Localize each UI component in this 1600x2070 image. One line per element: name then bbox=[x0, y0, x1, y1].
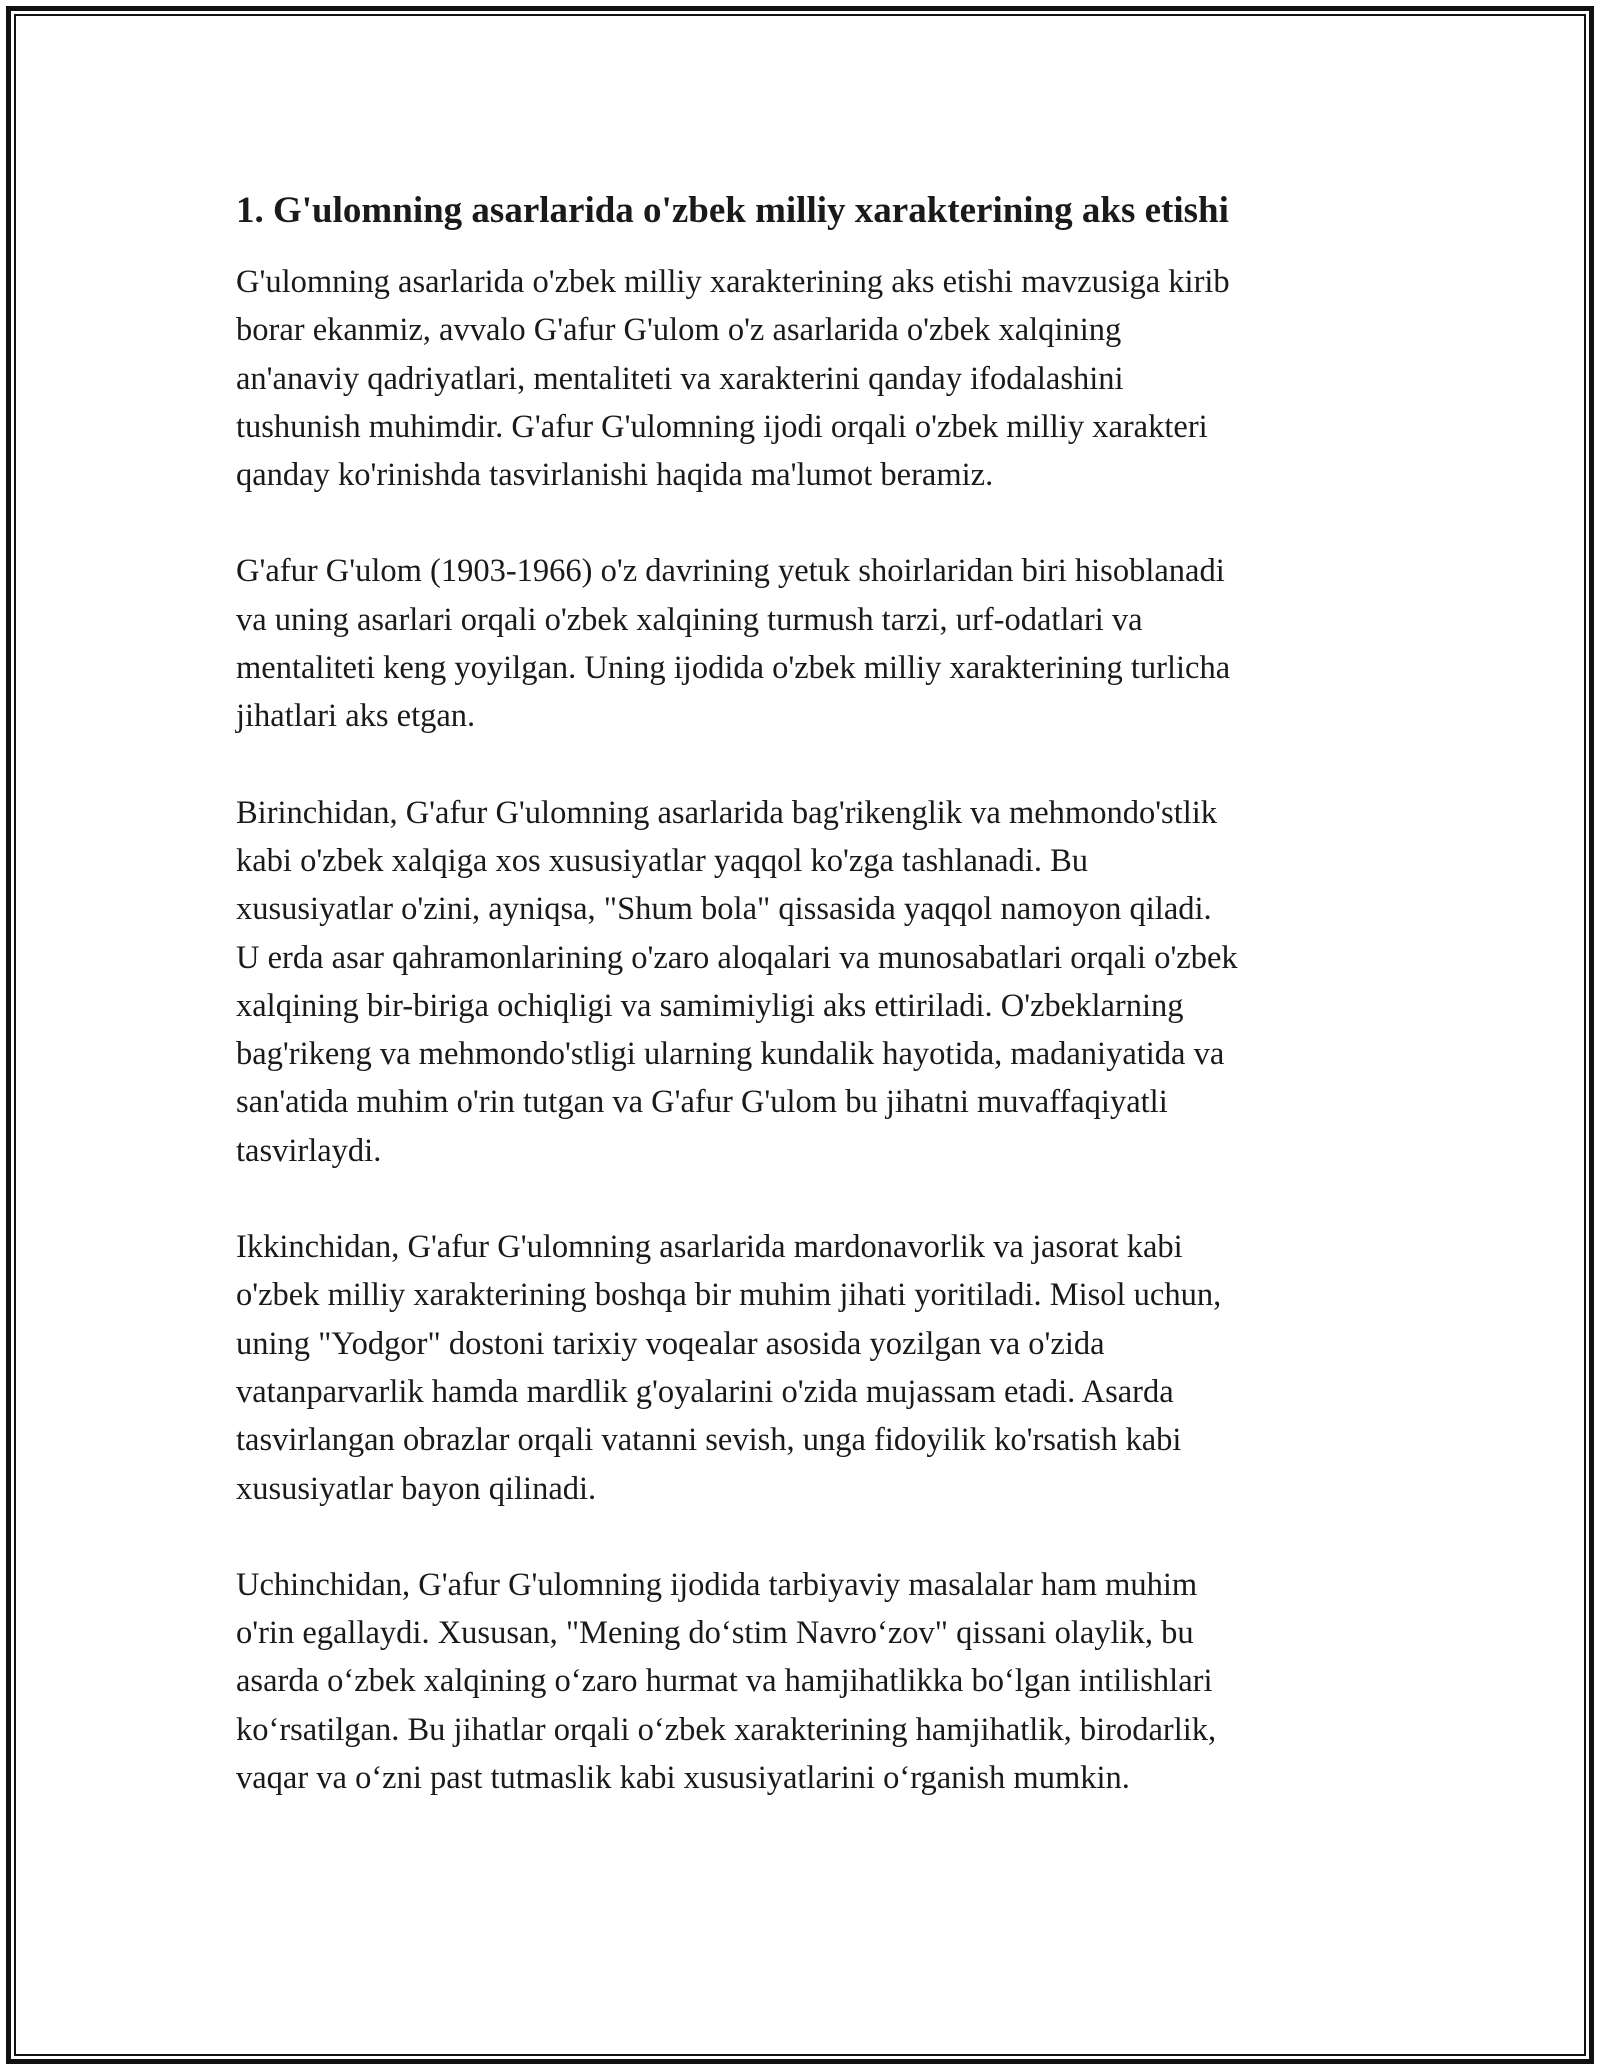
text-line: xalqining bir-biriga ochiqligi va samimiyligi aks ettiriladi. O'zbeklarning bbox=[236, 987, 1184, 1024]
text-line: xususiyatlar o'zini, ayniqsa, "Shum bola" qissasida yaqqol namoyon qiladi. bbox=[236, 891, 1212, 928]
text-line: U erda asar qahramonlarining o'zaro aloqalari va munosabatlari orqali o'zbek bbox=[236, 939, 1238, 976]
section-title: 1. G'ulomning asarlarida o'zbek milliy xarakterining aks etishi bbox=[236, 190, 1229, 231]
text-line: an'anaviy qadriyatlari, mentaliteti va xarakterini qanday ifodalashini bbox=[236, 360, 1124, 397]
text-line: Birinchidan, G'afur G'ulomning asarlarida bag'rikenglik va mehmondo'stlik bbox=[236, 794, 1218, 831]
text-line: o'zbek milliy xarakterining boshqa bir muhim jihati yoritiladi. Misol uchun, bbox=[236, 1277, 1222, 1314]
text-line: ko‘rsatilgan. Bu jihatlar orqali o‘zbek xarakterining hamjihatlik, birodarlik, bbox=[236, 1711, 1217, 1748]
text-line: Ikkinchidan, G'afur G'ulomning asarlarida mardonavorlik va jasorat kabi bbox=[236, 1229, 1183, 1266]
text-line: san'atida muhim o'rin tutgan va G'afur G'ulom bu jihatni muvaffaqiyatli bbox=[236, 1084, 1168, 1121]
text-line: uning "Yodgor" dostoni tarixiy voqealar asosida yozilgan va o'zida bbox=[236, 1325, 1105, 1362]
text-line: borar ekanmiz, avvalo G'afur G'ulom o'z asarlarida o'zbek xalqining bbox=[236, 312, 1122, 349]
text-line: o'rin egallaydi. Xususan, "Mening do‘stim Navro‘zov" qissani olaylik, bu bbox=[236, 1615, 1194, 1652]
paragraph-intro bbox=[236, 258, 1386, 499]
paragraph-second-point bbox=[236, 1223, 1386, 1513]
text-line: bag'rikeng va mehmondo'stligi ularning kundalik hayotida, madaniyatida va bbox=[236, 1036, 1225, 1073]
paragraph-first-point bbox=[236, 789, 1386, 1175]
text-line: qanday ko'rinishda tasvirlanishi haqida ma'lumot beramiz. bbox=[236, 457, 994, 494]
text-line: kabi o'zbek xalqiga xos xususiyatlar yaqqol ko'zga tashlanadi. Bu bbox=[236, 842, 1088, 879]
text-line: G'ulomning asarlarida o'zbek milliy xarakterining aks etishi mavzusiga kirib bbox=[236, 264, 1230, 300]
text-line: vaqar va o‘zni past tutmaslik kabi xususiyatlarini o‘rganish mumkin. bbox=[236, 1760, 1130, 1797]
text-line: mentaliteti keng yoyilgan. Uning ijodida o'zbek milliy xarakterining turlicha bbox=[236, 650, 1231, 687]
text-line: xususiyatlar bayon qilinadi. bbox=[236, 1470, 597, 1507]
text-line: jihatlari aks etgan. bbox=[236, 698, 476, 735]
text-line: vatanparvarlik hamda mardlik g'oyalarini o'zida mujassam etadi. Asarda bbox=[236, 1373, 1174, 1410]
document-body bbox=[236, 186, 1386, 1802]
text-line: tushunish muhimdir. G'afur G'ulomning ijodi orqali o'zbek milliy xarakteri bbox=[236, 408, 1208, 445]
text-line: tasvirlaydi. bbox=[236, 1132, 382, 1169]
paragraph-biography bbox=[236, 547, 1386, 740]
text-line: Uchinchidan, G'afur G'ulomning ijodida tarbiyaviy masalalar ham muhim bbox=[236, 1566, 1198, 1603]
text-line: asarda o‘zbek xalqining o‘zaro hurmat va hamjihatlikka bo‘lgan intilishlari bbox=[236, 1663, 1213, 1700]
text-line: G'afur G'ulom (1903-1966) o'z davrining yetuk shoirlaridan biri hisoblanadi bbox=[236, 553, 1225, 590]
paragraph-third-point bbox=[236, 1561, 1386, 1802]
text-line: va uning asarlari orqali o'zbek xalqining turmush tarzi, urf-odatlari va bbox=[236, 601, 1143, 638]
text-line: tasvirlangan obrazlar orqali vatanni sevish, unga fidoyilik ko'rsatish kabi bbox=[236, 1422, 1182, 1459]
